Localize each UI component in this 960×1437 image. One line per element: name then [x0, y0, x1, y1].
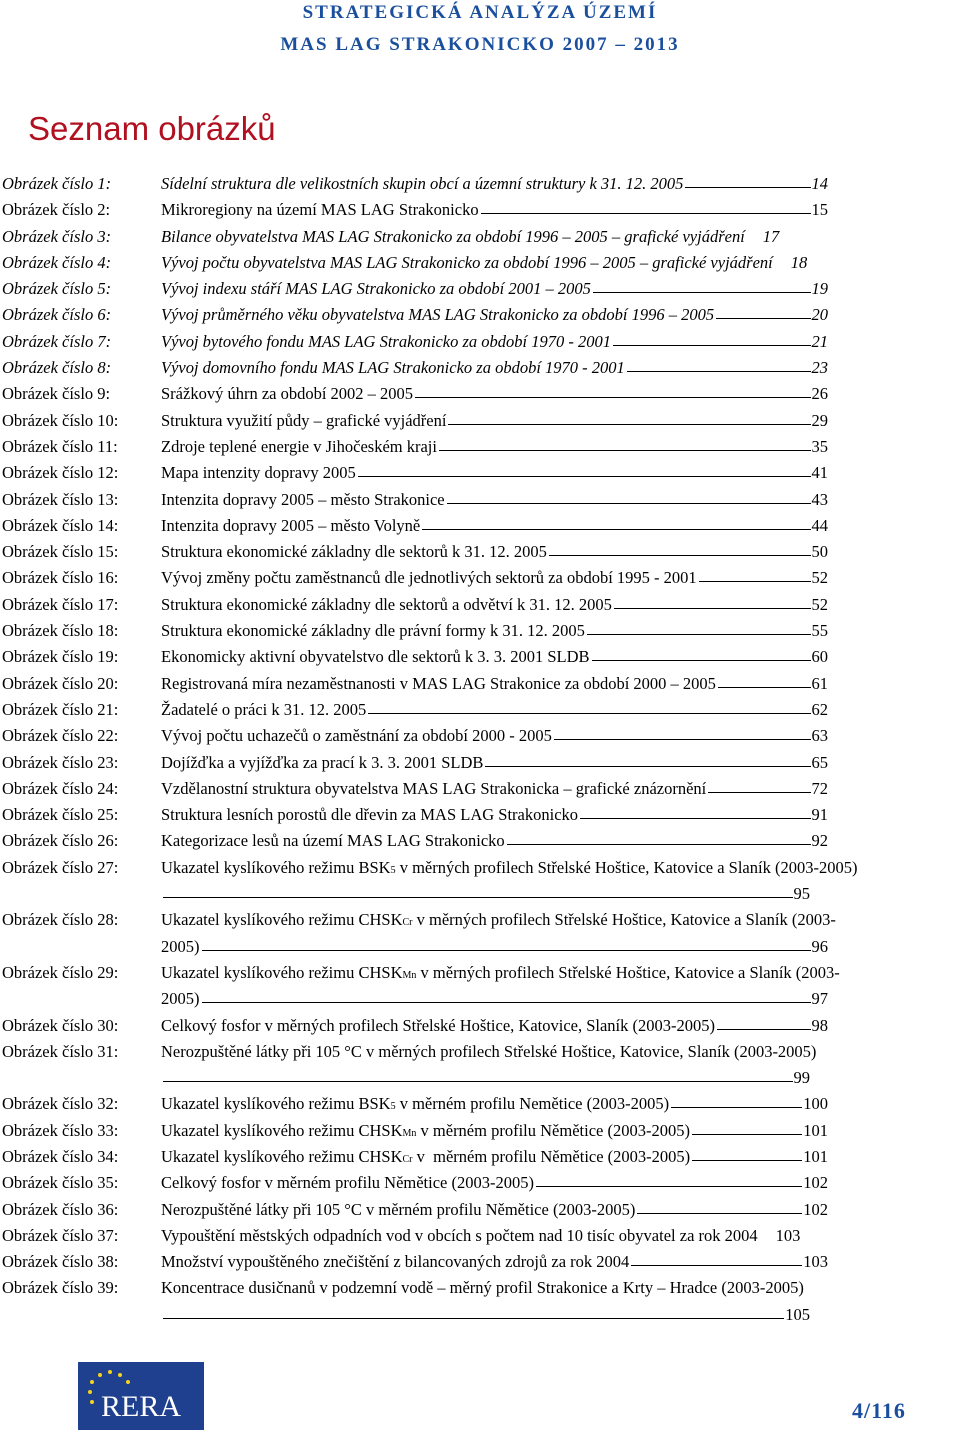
- page-number-ref: 99: [793, 1068, 810, 1088]
- page-number-ref: 97: [811, 989, 828, 1009]
- figure-caption: Celkový fosfor v měrném profilu Němětice (2003-2005): [161, 1173, 534, 1193]
- figure-label: Obrázek číslo 3:: [2, 226, 112, 246]
- figure-caption: Ukazatel kyslíkového režimu BSK: [161, 857, 391, 877]
- figure-label: Obrázek číslo 8:: [2, 358, 112, 378]
- figure-caption: Sídelní struktura dle velikostních skupin obcí a územní struktury k 31. 12. 2005: [161, 174, 684, 193]
- figure-label: Obrázek číslo 31:: [2, 1041, 119, 1061]
- list-item: [0, 355, 960, 381]
- dotted-leader: [202, 934, 811, 951]
- list-item: [0, 460, 960, 486]
- page-number-ref: 101: [803, 1146, 828, 1166]
- figure-label: Obrázek číslo 13:: [2, 489, 119, 509]
- figure-caption: Kategorizace lesů na území MAS LAG Strakonicko: [161, 831, 505, 851]
- figure-label: Obrázek číslo 35:: [2, 1173, 119, 1193]
- figure-label: Obrázek číslo 27:: [2, 857, 119, 877]
- figure-label: Obrázek číslo 18:: [2, 621, 119, 641]
- page-number-ref: 96: [811, 936, 828, 956]
- figure-caption-rest: v měrném profilu Němětice (2003-2005): [412, 1146, 691, 1166]
- list-item: [0, 1170, 960, 1196]
- dotted-leader: [692, 1144, 802, 1161]
- rera-logo: [78, 1362, 204, 1430]
- figure-caption: Vzdělanostní struktura obyvatelstva MAS LAG Strakonicka – grafické znázornění: [161, 778, 707, 798]
- figure-label: Obrázek číslo 5:: [2, 279, 112, 299]
- page-number-ref: 29: [811, 410, 828, 430]
- figure-caption: Struktura ekonomické základny dle právní formy k 31. 12. 2005: [161, 621, 585, 641]
- page-number-ref: 95: [793, 884, 810, 904]
- page-number-ref: 103: [803, 1252, 828, 1272]
- dotted-leader: [368, 697, 810, 714]
- list-item: [0, 1013, 960, 1039]
- dotted-leader: [202, 986, 811, 1003]
- page-number-ref: 98: [811, 1015, 828, 1035]
- list-item: [0, 1197, 960, 1223]
- figure-caption: Vypouštění městských odpadních vod v obcích s počtem nad 10 tisíc obyvatel za rok 2004: [161, 1225, 758, 1245]
- figure-caption: Nerozpuštěné látky při 105 °C v měrných profilech Střelské Hoštice, Katovice, Slaník (2003-2005): [161, 1041, 817, 1061]
- page-number-ref: 23: [811, 358, 828, 378]
- figure-caption: Ukazatel kyslíkového režimu CHSK: [161, 962, 403, 982]
- list-item: [0, 828, 960, 854]
- logo-text: RERA: [100, 1390, 182, 1423]
- list-item: [0, 1039, 960, 1092]
- dotted-leader: [163, 1065, 793, 1082]
- list-item: [0, 224, 960, 250]
- page-number-ref: 105: [785, 1304, 810, 1324]
- dotted-leader: [708, 776, 810, 793]
- figure-caption: Ukazatel kyslíkového režimu CHSK: [161, 1120, 403, 1140]
- page-number-ref: 103: [775, 1225, 801, 1245]
- dotted-leader: [627, 355, 811, 372]
- list-item: Obrázek číslo 27: Ukazatel kyslíkového režimu BSK 5 v měrných profilech Střelské Hoštice, Katovice a Slaník (2003-2005) 95: [0, 855, 960, 908]
- figure-caption: Struktura ekonomické základny dle sektorů k 31. 12. 2005: [161, 542, 547, 562]
- list-item: [0, 1223, 960, 1249]
- figure-caption: Ukazatel kyslíkového režimu BSK: [161, 1094, 391, 1114]
- figure-label: Obrázek číslo 23:: [2, 752, 119, 772]
- page-number-ref: 91: [811, 805, 828, 825]
- figure-list: [0, 171, 960, 1328]
- dotted-leader: [358, 460, 811, 477]
- dotted-leader: [699, 565, 811, 582]
- figure-label: Obrázek číslo 30:: [2, 1015, 119, 1035]
- figure-caption: Struktura ekonomické základny dle sektorů a odvětví k 31. 12. 2005: [161, 594, 612, 614]
- figure-label: Obrázek číslo 6:: [2, 305, 112, 325]
- figure-caption-cont: 2005): [161, 989, 200, 1009]
- figure-caption: Vývoj domovního fondu MAS LAG Strakonicko za období 1970 - 2001: [161, 358, 625, 378]
- list-item: Obrázek číslo 34: Ukazatel kyslíkového režimu CHSK Cr v měrném profilu Němětice (2003-2005) 101: [0, 1144, 960, 1170]
- list-item: Obrázek číslo 32: Ukazatel kyslíkového režimu BSK 5 v měrném profilu Nemětice (2003-2005) 100: [0, 1091, 960, 1117]
- list-item: [0, 776, 960, 802]
- dotted-leader: [439, 434, 811, 451]
- figure-label: Obrázek číslo 11:: [2, 436, 118, 456]
- header-line-1: STRATEGICKÁ ANALÝZA ÚZEMÍ: [302, 2, 658, 23]
- list-item: [0, 276, 960, 302]
- dotted-leader: [481, 197, 811, 214]
- list-item: [0, 644, 960, 670]
- dotted-leader: [485, 750, 810, 767]
- list-item: Obrázek číslo 33: Ukazatel kyslíkového režimu CHSK Mn v měrném profilu Němětice (2003-2005) 101: [0, 1118, 960, 1144]
- dotted-leader: [536, 1170, 802, 1187]
- figure-label: Obrázek číslo 24:: [2, 778, 119, 798]
- list-item: [0, 750, 960, 776]
- figure-caption: Mikroregiony na území MAS LAG Strakonicko: [161, 200, 479, 220]
- figure-caption-rest: v měrném profilu Němětice (2003-2005): [416, 1120, 690, 1140]
- figure-caption: Struktura lesních porostů dle dřevin za MAS LAG Strakonicko: [161, 805, 579, 825]
- list-item: [0, 723, 960, 749]
- figure-label: Obrázek číslo 4:: [2, 252, 112, 272]
- dotted-leader: [637, 1197, 802, 1214]
- figure-caption: Zdroje teplené energie v Jihočeském kraji: [161, 436, 437, 456]
- figure-caption-rest: v měrném profilu Nemětice (2003-2005): [395, 1094, 670, 1114]
- figure-label: Obrázek číslo 37:: [2, 1225, 119, 1245]
- figure-caption: Vývoj počtu uchazečů o zaměstnání za období 2000 - 2005: [161, 726, 552, 746]
- figure-caption: Intenzita dopravy 2005 – město Volyně: [161, 515, 421, 535]
- page-number-ref: 20: [811, 305, 828, 325]
- header-line-2: MAS LAG STRAKONICKO 2007 – 2013: [280, 34, 680, 55]
- figure-label: Obrázek číslo 7:: [2, 331, 112, 351]
- list-item: [0, 487, 960, 513]
- page-number-ref: 35: [811, 436, 828, 456]
- page-number-ref: 17: [762, 226, 780, 246]
- dotted-leader: [692, 1118, 802, 1135]
- figure-caption: Dojížďka a vyjížďka za prací k 3. 3. 2001 SLDB: [161, 752, 484, 772]
- list-item: [0, 697, 960, 723]
- list-item: [0, 434, 960, 460]
- page-number-ref: 21: [811, 331, 828, 351]
- list-item: [0, 302, 960, 328]
- figure-label: Obrázek číslo 15:: [2, 542, 119, 562]
- dotted-leader: [587, 618, 811, 635]
- dotted-leader: [415, 381, 810, 398]
- page-number-ref: 101: [803, 1120, 828, 1140]
- dotted-leader: [422, 513, 810, 530]
- figure-label: Obrázek číslo 17:: [2, 594, 119, 614]
- dotted-leader: [592, 644, 811, 661]
- dotted-leader: [507, 828, 811, 845]
- page-number-ref: 26: [811, 384, 828, 404]
- figure-label: Obrázek číslo 19:: [2, 647, 119, 667]
- page-number-ref: 102: [803, 1173, 828, 1193]
- figure-label: Obrázek číslo 2:: [2, 200, 111, 220]
- figure-caption: Ukazatel kyslíkového režimu CHSK: [161, 1146, 403, 1166]
- page-number-ref: 44: [811, 515, 828, 535]
- dotted-leader: [671, 1091, 802, 1108]
- dotted-leader: [580, 802, 810, 819]
- figure-caption: Ekonomicky aktivní obyvatelstvo dle sektorů k 3. 3. 2001 SLDB: [161, 647, 590, 667]
- list-item: [0, 565, 960, 591]
- list-item: [0, 1275, 960, 1328]
- figure-label: Obrázek číslo 9:: [2, 384, 111, 404]
- dotted-leader: [593, 276, 811, 293]
- dotted-leader: [717, 1013, 811, 1030]
- dotted-leader: [163, 881, 793, 898]
- dotted-leader: [685, 171, 810, 188]
- dotted-leader: [716, 302, 810, 319]
- page-title: Seznam obrázků: [28, 110, 276, 147]
- figure-caption: Vývoj průměrného věku obyvatelstva MAS LAG Strakonicko za období 1996 – 2005: [161, 305, 715, 325]
- page-number-ref: 65: [811, 752, 828, 772]
- page-number-ref: 50: [811, 542, 828, 562]
- page-number-ref: 19: [811, 279, 828, 299]
- figure-caption: Intenzita dopravy 2005 – město Strakonice: [161, 489, 445, 509]
- figure-label: Obrázek číslo 16:: [2, 568, 119, 588]
- page-number-ref: 100: [803, 1094, 828, 1114]
- list-item: [0, 671, 960, 697]
- page-number-ref: 60: [811, 647, 828, 667]
- figure-caption: Nerozpuštěné látky při 105 °C v měrném profilu Němětice (2003-2005): [161, 1199, 636, 1219]
- figure-label: Obrázek číslo 10:: [2, 410, 119, 430]
- figure-caption: Mapa intenzity dopravy 2005: [161, 463, 356, 483]
- page-number-ref: 55: [811, 621, 828, 641]
- figure-label: Obrázek číslo 22:: [2, 726, 119, 746]
- page-number-ref: 15: [811, 200, 828, 220]
- dotted-leader: [613, 329, 810, 346]
- figure-caption: Množství vypouštěného znečištění z bilancovaných zdrojů za rok 2004: [161, 1252, 630, 1272]
- figure-caption-cont: 2005): [161, 936, 200, 956]
- figure-label: Obrázek číslo 14:: [2, 515, 119, 535]
- figure-label: Obrázek číslo 28:: [2, 910, 119, 930]
- figure-label: Obrázek číslo 32:: [2, 1094, 119, 1114]
- page-number-ref: 62: [811, 699, 828, 719]
- list-item: [0, 250, 960, 276]
- figure-caption: Registrovaná míra nezaměstnanosti v MAS LAG Strakonice za období 2000 – 2005: [161, 673, 716, 693]
- dotted-leader: [163, 1302, 784, 1319]
- list-item: [0, 408, 960, 434]
- dotted-leader: [554, 723, 811, 740]
- page-number-ref: 72: [811, 778, 828, 798]
- list-item: [0, 1249, 960, 1275]
- page-number-ref: 102: [803, 1199, 828, 1219]
- figure-label: Obrázek číslo 34:: [2, 1146, 119, 1166]
- figure-caption: Koncentrace dusičnanů v podzemní vodě – měrný profil Strakonice a Krty – Hradce (2003-2005): [161, 1278, 804, 1298]
- list-item: [0, 539, 960, 565]
- figure-label: Obrázek číslo 20:: [2, 673, 119, 693]
- list-item: [0, 381, 960, 407]
- figure-label: Obrázek číslo 21:: [2, 699, 119, 719]
- dotted-leader: [631, 1249, 802, 1266]
- page-number: 4/116: [852, 1398, 906, 1423]
- figure-label: Obrázek číslo 36:: [2, 1199, 119, 1219]
- figure-caption-rest: v měrných profilech Střelské Hoštice, Katovice a Slaník (2003-: [412, 910, 836, 930]
- figure-label: Obrázek číslo 25:: [2, 805, 119, 825]
- figure-label: Obrázek číslo 33:: [2, 1120, 119, 1140]
- list-item: [0, 802, 960, 828]
- figure-caption: Bilance obyvatelstva MAS LAG Strakonicko za období 1996 – 2005 – grafické vyjádření: [161, 226, 745, 246]
- figure-caption-rest: v měrných profilech Střelské Hoštice, Katovice a Slaník (2003-2005): [395, 857, 858, 877]
- list-item: Obrázek číslo 29: Ukazatel kyslíkového režimu CHSK Mn v měrných profilech Střelské Hoštice, Katovice a Slaník (2003- 2005) 97: [0, 960, 960, 1013]
- dotted-leader: [549, 539, 811, 556]
- list-item: [0, 513, 960, 539]
- figure-label: Obrázek číslo 12:: [2, 463, 119, 483]
- list-item: [0, 618, 960, 644]
- page-number-ref: 92: [811, 831, 828, 851]
- figure-caption: Vývoj počtu obyvatelstva MAS LAG Strakonicko za období 1996 – 2005 – grafické vyjádření: [161, 252, 773, 272]
- list-item: [0, 329, 960, 355]
- figure-label: Obrázek číslo 29:: [2, 962, 119, 982]
- figure-caption: Struktura využití půdy – grafické vyjádření: [161, 410, 447, 430]
- list-item: Obrázek číslo 28: Ukazatel kyslíkového režimu CHSK Cr v měrných profilech Střelské Hoštice, Katovice a Slaník (2003- 2005) 96: [0, 907, 960, 960]
- page-number-ref: 14: [811, 174, 828, 193]
- figure-caption: Žadatelé o práci k 31. 12. 2005: [161, 699, 367, 719]
- page-number-ref: 18: [790, 252, 808, 272]
- list-item: [0, 171, 960, 197]
- figure-caption: Ukazatel kyslíkového režimu CHSK: [161, 910, 403, 930]
- figure-label: Obrázek číslo 38:: [2, 1252, 119, 1272]
- figure-caption: Celkový fosfor v měrných profilech Střelské Hoštice, Katovice, Slaník (2003-2005): [161, 1015, 715, 1035]
- page-number-ref: 61: [811, 673, 828, 693]
- page-number-ref: 63: [811, 726, 828, 746]
- figure-label: Obrázek číslo 1:: [2, 174, 112, 193]
- figure-caption: Vývoj bytového fondu MAS LAG Strakonicko za období 1970 - 2001: [161, 331, 612, 351]
- dotted-leader: [447, 487, 811, 504]
- figure-caption: Srážkový úhrn za období 2002 – 2005: [161, 384, 414, 404]
- dotted-leader: [718, 671, 811, 688]
- page-number-ref: 41: [811, 463, 828, 483]
- figure-caption: Vývoj indexu stáří MAS LAG Strakonicko za období 2001 – 2005: [161, 279, 591, 299]
- figure-caption: Vývoj změny počtu zaměstnanců dle jednotlivých sektorů za období 1995 - 2001: [161, 568, 697, 588]
- figure-label: Obrázek číslo 39:: [2, 1278, 119, 1298]
- dotted-leader: [448, 408, 810, 425]
- list-item: [0, 592, 960, 618]
- figure-caption-rest: v měrných profilech Střelské Hoštice, Katovice a Slaník (2003-: [416, 962, 840, 982]
- list-item: [0, 197, 960, 223]
- dotted-leader: [614, 592, 811, 609]
- page-number-ref: 43: [811, 489, 828, 509]
- page-number-ref: 52: [811, 594, 828, 614]
- figure-label: Obrázek číslo 26:: [2, 831, 119, 851]
- page-number-ref: 52: [811, 568, 828, 588]
